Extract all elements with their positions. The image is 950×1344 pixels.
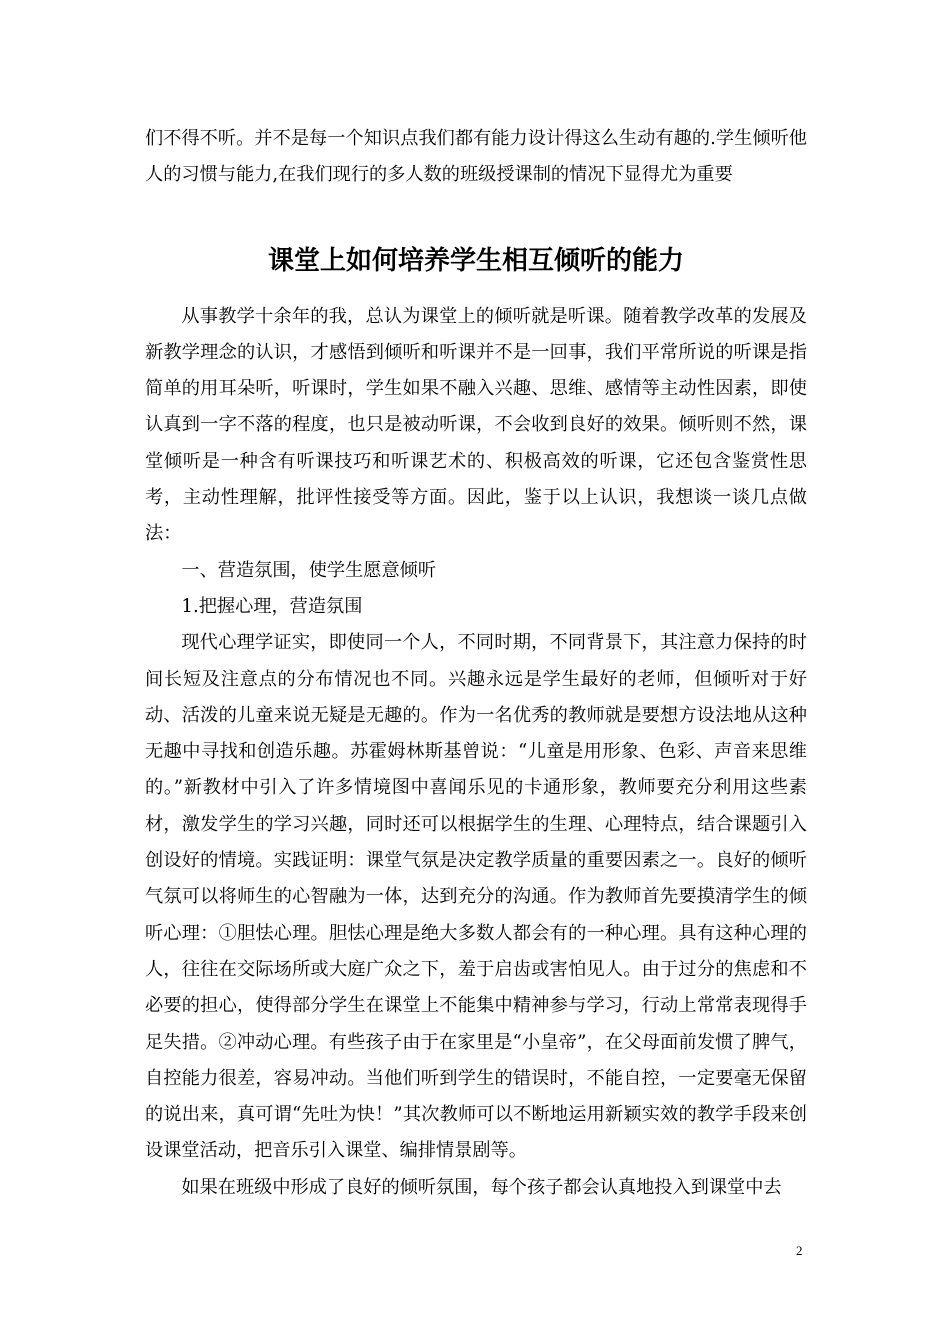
intro-paragraph: 们不得不听。并不是每一个知识点我们都有能力设计得这么生动有趣的.学生倾听他人的习惯与能力,在我们现行的多人数的班级授课制的情况下显得尤为重要 <box>145 128 807 186</box>
document-title: 课堂上如何培养学生相互倾听的能力 <box>267 245 684 276</box>
paragraph-psychology: 现代心理学证实，即使同一个人，不同时期，不同背景下，其注意力保持的时间长短及注意点的分布情况也不同。兴趣永远是学生最好的老师，但倾听对于好动、活泼的儿童来说无疑是无趣的。作为一名优秀的教师就是要想方设法地从这种无趣中寻找和创造乐趣。苏霍姆林斯基曾说：“儿童是用形象、色彩、声音来思维的。”新教材中引入了许多情境图中喜闻乐见的卡通形象，教师要充分利用这些素材，激发学生的学习兴趣，同时还可以根据学生的生理、心理特点，结合课题引入创设好的情境。实践证明：课堂气氛是决定教学质量的重要因素之一。良好的倾听气氛可以将师生的心智融为一体，达到充分的沟通。作为教师首先要摸清学生的倾听心理：①胆怯心理。胆怯心理是绝大多数人都会有的一种心理。具有这种心理的人，往往在交际场所或大庭广众之下，羞于启齿或害怕见人。由于过分的焦虑和不必要的担心，使得部分学生在课堂上不能集中精神参与学习，行动上常常表现得手足失措。②冲动心理。有些孩子由于在家里是“小皇帝”，在父母面前发惯了脾气，自控能力很差，容易冲动。当他们听到学生的错误时，不能自控，一定要毫无保留的说出来，真可谓“先吐为快！”其次教师可以不断地运用新颖实效的教学手段来创设课堂活动，把音乐引入课堂、编排情景剧等。 <box>145 632 807 1162</box>
paragraph-atmosphere: 如果在班级中形成了良好的倾听氛围，每个孩子都会认真地投入到课堂中去 <box>181 1176 782 1198</box>
page-number: 2 <box>796 1243 803 1258</box>
page-content <box>145 121 807 1206</box>
section-heading-one: 一、营造氛围，使学生愿意倾听 <box>181 559 437 581</box>
subsection-heading-one: 1.把握心理，营造氛围 <box>181 595 363 617</box>
paragraph-intro-listening: 从事教学十余年的我，总认为课堂上的倾听就是听课。随着教学改革的发展及新教学理念的认识，才感悟到倾听和听课并不是一回事，我们平常所说的听课是指简单的用耳朵听，听课时，学生如果不融入兴趣、思维、感情等主动性因素，即使认真到一字不落的程度，也只是被动听课，不会收到良好的效果。倾听则不然，课堂倾听是一种含有听课技巧和听课艺术的、积极高效的听课，它还包含鉴赏性思考，主动性理解，批评性接受等方面。因此，鉴于以上认识，我想谈一谈几点做法： <box>145 305 807 545</box>
